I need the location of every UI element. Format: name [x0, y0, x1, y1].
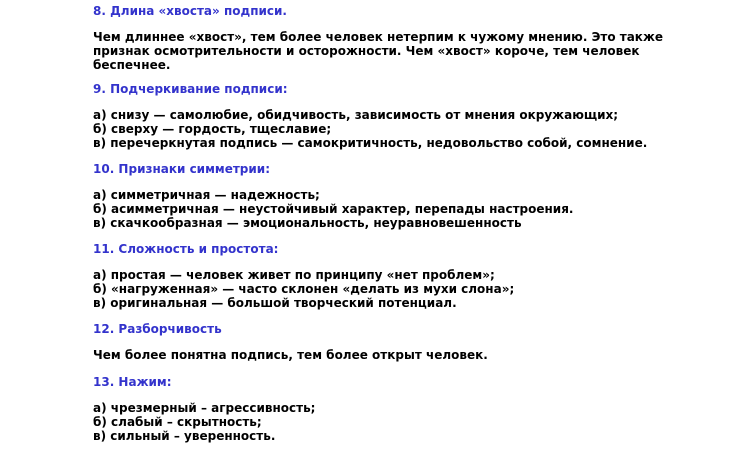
body-line: в) сильный – уверенность. [93, 429, 276, 443]
body-line: б) «нагруженная» — часто склонен «делать из мухи слона»; [93, 282, 515, 296]
section-tail-length [93, 4, 663, 72]
section-heading: 10. Признаки симметрии: [93, 162, 271, 176]
section-symmetry [93, 162, 573, 230]
body-line: Чем более понятна подпись, тем более открыт человек. [93, 348, 488, 362]
section-body [93, 188, 573, 230]
section-heading: 12. Разборчивость [93, 322, 222, 336]
body-line: Чем длиннее «хвост», тем более человек нетерпим к чужому мнению. Это также [93, 30, 664, 44]
body-line: б) слабый – скрытность; [93, 415, 262, 429]
body-line: а) чрезмерный – агрессивность; [93, 401, 316, 415]
section-legibility [93, 322, 488, 362]
body-line: б) асимметричная — неустойчивый характер, перепады настроения. [93, 202, 574, 216]
body-line: а) простая — человек живет по принципу «нет проблем»; [93, 268, 495, 282]
body-line: в) перечеркнутая подпись — самокритичность, недовольство собой, сомнение. [93, 136, 648, 150]
body-line: беспечнее. [93, 58, 171, 72]
section-body [93, 401, 315, 443]
section-body [93, 108, 647, 150]
body-line: а) снизу — самолюбие, обидчивость, зависимость от мнения окружающих; [93, 108, 619, 122]
body-line: в) скачкообразная — эмоциональность, неуравновешенность [93, 216, 522, 230]
section-body [93, 268, 514, 310]
section-heading: 11. Сложность и простота: [93, 242, 279, 256]
body-line: а) симметричная — надежность; [93, 188, 320, 202]
section-heading: 8. Длина «хвоста» подписи. [93, 4, 287, 18]
section-heading: 13. Нажим: [93, 375, 172, 389]
section-complexity [93, 242, 514, 310]
body-line: б) сверху — гордость, тщеславие; [93, 122, 332, 136]
section-body [93, 30, 663, 72]
section-underline [93, 82, 647, 150]
section-body [93, 348, 488, 362]
body-line: в) оригинальная — большой творческий потенциал. [93, 296, 457, 310]
body-line: признак осмотрительности и осторожности. Чем «хвост» короче, тем человек [93, 44, 640, 58]
section-heading: 9. Подчеркивание подписи: [93, 82, 288, 96]
section-pressure [93, 375, 315, 443]
